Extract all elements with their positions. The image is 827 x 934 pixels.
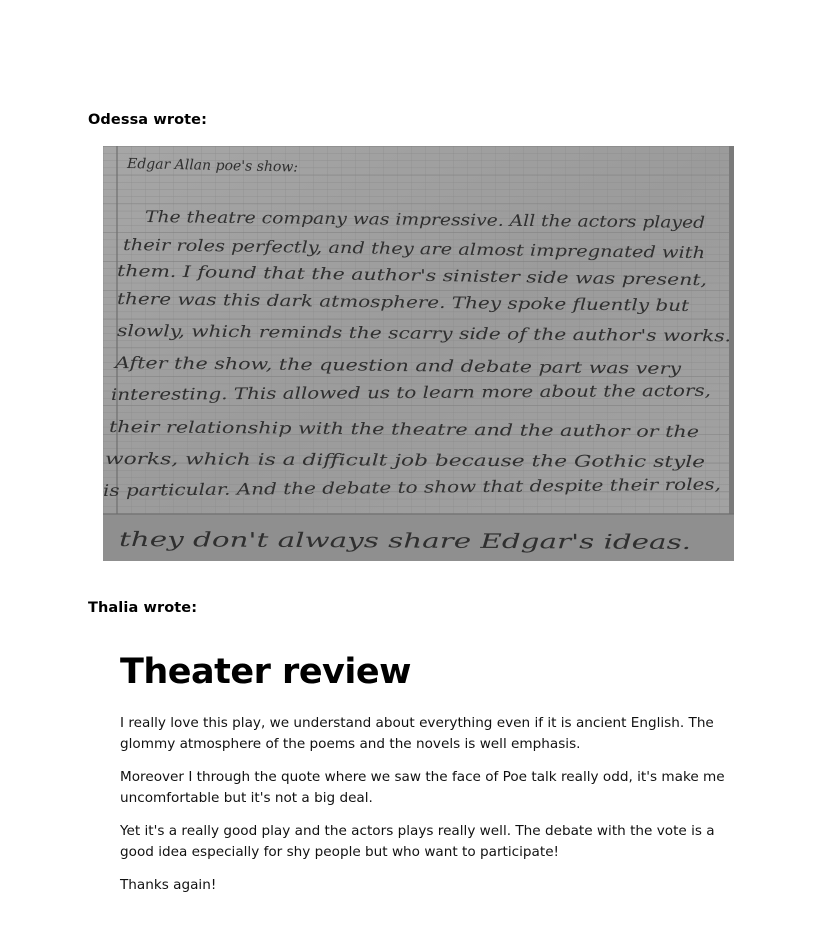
review-paragraph: I really love this play, we understand about everything even if it is ancient English. The glommy atmosphere of the poems and the novels is well emphasis. (120, 715, 714, 752)
handwritten-line: there was this dark atmosphere. They spoke fluently but (116, 289, 577, 314)
theater-review-document (120, 650, 740, 908)
notebook-page-drawing (103, 146, 734, 561)
author-label-odessa: Odessa wrote: (88, 112, 208, 128)
handwritten-line: works, which is a difficult job because the Gothic style (104, 449, 548, 471)
review-closing: Thanks again! (120, 877, 217, 893)
handwritten-line: interesting. This allowed us to learn more about the actors, (110, 381, 595, 404)
handwritten-line: Edgar Allan poe's show: (126, 156, 299, 176)
handwritten-line: they don't always share Edgar's ideas. (118, 527, 509, 554)
handwritten-line: After the show, the question and debate part was very (114, 353, 555, 377)
review-paragraph: Moreover I through the quote where we saw the face of Poe talk really odd, it's make me uncomfortable but it's not a big deal. (120, 769, 725, 806)
handwritten-line: The theatre company was impressive. All the actors played (144, 207, 625, 232)
author-label-thalia: Thalia wrote: (88, 600, 198, 616)
handwritten-line: their roles perfectly, and they are almost impregnated with (122, 235, 604, 261)
handwritten-line: slowly, which reminds the scarry side of the author's works. (116, 321, 604, 345)
handwritten-line: them. I found that the author's sinister side was present, (116, 261, 580, 288)
handwritten-line: their relationship with the theatre and the author or the (108, 417, 566, 440)
handwritten-notebook-photo (103, 146, 734, 561)
review-paragraph: Yet it's a really good play and the actors plays really well. The debate with the vote is a good idea especially for shy people but who want to participate! (120, 823, 715, 860)
review-title: Theater review (120, 652, 411, 692)
handwritten-line: is particular. And the debate to show that despite their roles, (103, 475, 599, 500)
